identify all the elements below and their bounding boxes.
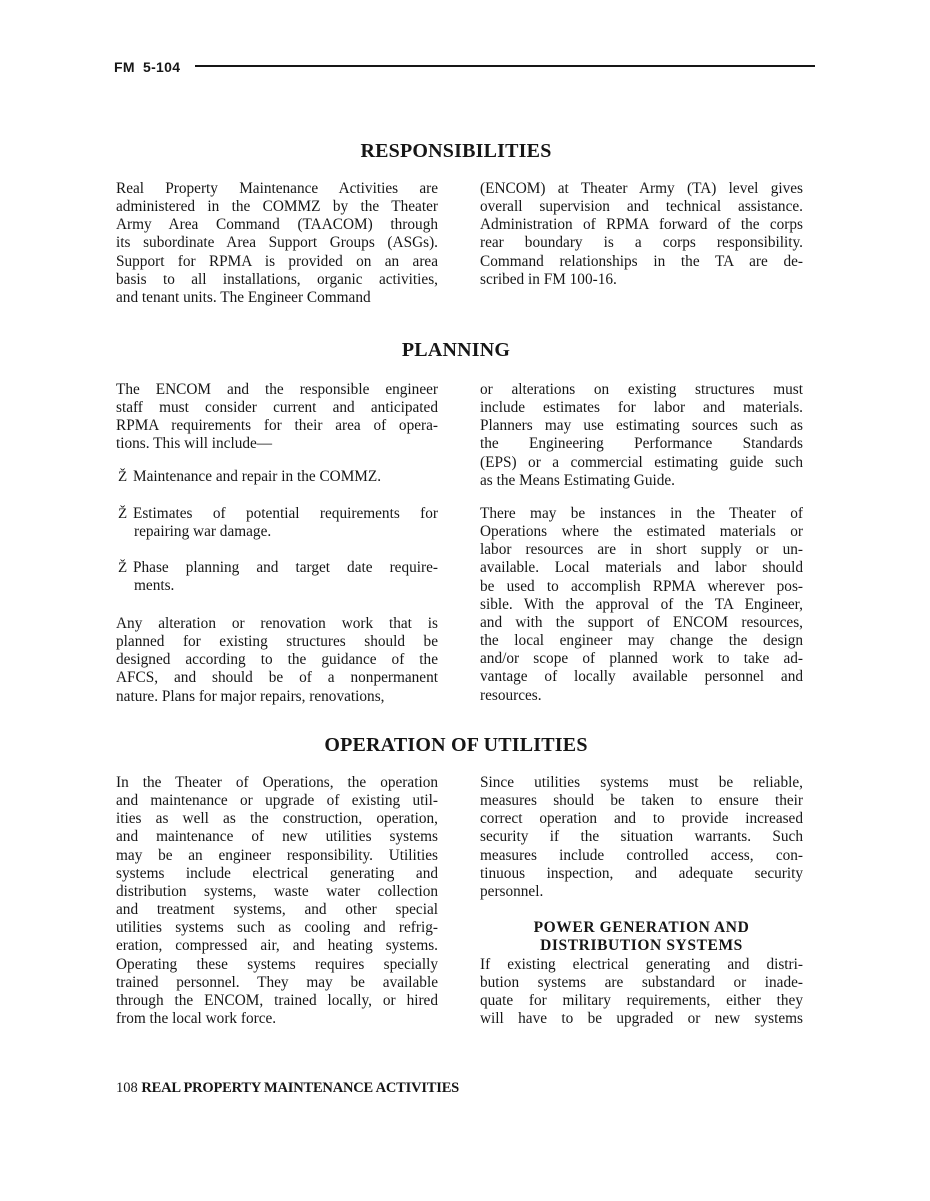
section-heading: RESPONSIBILITIES bbox=[360, 140, 552, 162]
paragraph-line: be used to accomplish RPMA wherever pos- bbox=[480, 577, 803, 595]
paragraph-line: administered in the COMMZ by the Theater bbox=[116, 198, 438, 216]
bullet-text-line: ments. bbox=[134, 577, 175, 595]
paragraph-line: There may be instances in the Theater of bbox=[480, 505, 803, 522]
paragraph-line: or alterations on existing structures must bbox=[480, 381, 803, 398]
page-footer bbox=[116, 1080, 459, 1097]
paragraph-line: rear boundary is a corps responsibility. bbox=[480, 234, 803, 252]
paragraph-line: eration, compressed air, and heating systems. bbox=[116, 937, 438, 955]
paragraph-line: designed according to the guidance of the bbox=[116, 651, 438, 669]
paragraph-line: will have to be upgraded or new systems bbox=[480, 1010, 803, 1028]
paragraph-line: correct operation and to provide increased bbox=[480, 810, 803, 828]
paragraph-line: vantage of locally available personnel and bbox=[480, 668, 803, 686]
paragraph-line: bution systems are substandard or inade- bbox=[480, 974, 803, 992]
paragraph-line: staff must consider current and anticipated bbox=[116, 399, 438, 417]
paragraph-line: and/or scope of planned work to take ad- bbox=[480, 650, 803, 668]
paragraph-line: Operations where the estimated materials or bbox=[480, 523, 803, 541]
paragraph-line: Operating these systems requires specially bbox=[116, 955, 438, 973]
paragraph-line: basis to all installations, organic activities, bbox=[116, 270, 438, 288]
paragraph-line: and maintenance of new utilities systems bbox=[116, 828, 438, 846]
manual-code: FM 5-104 bbox=[114, 59, 181, 75]
paragraph-line: trained personnel. They may be available bbox=[116, 973, 438, 991]
paragraph-line: and treatment systems, and other special bbox=[116, 901, 438, 919]
bullet-text-line: Phase planning and target date require- bbox=[133, 559, 438, 576]
paragraph-line: In the Theater of Operations, the operation bbox=[116, 774, 438, 791]
section-heading: PLANNING bbox=[401, 339, 511, 361]
subsection-heading: DISTRIBUTION SYSTEMS bbox=[540, 937, 743, 955]
bullet-text-line: Maintenance and repair in the COMMZ. bbox=[133, 468, 382, 485]
paragraph-line: tions. This will include— bbox=[116, 435, 273, 453]
paragraph-line: Support for RPMA is provided on an area bbox=[116, 252, 438, 270]
paragraph-line: planned for existing structures should be bbox=[116, 633, 438, 651]
paragraph-line: tinuous inspection, and adequate security bbox=[480, 864, 803, 882]
paragraph-line: resources. bbox=[480, 686, 542, 704]
header-rule bbox=[195, 65, 815, 67]
paragraph-line: the local engineer may change the design bbox=[480, 632, 803, 650]
paragraph-line: RPMA requirements for their area of opera- bbox=[116, 417, 438, 435]
paragraph-line: Planners may use estimating sources such as bbox=[480, 417, 803, 435]
paragraph-line: overall supervision and technical assistance. bbox=[480, 198, 803, 216]
bullet-marker: Ž bbox=[118, 469, 128, 485]
page-number: 108 bbox=[116, 1080, 138, 1096]
paragraph-line: include estimates for labor and materials. bbox=[480, 399, 803, 417]
paragraph-line: personnel. bbox=[480, 882, 544, 900]
paragraph-line: from the local work force. bbox=[116, 1009, 277, 1027]
paragraph-line: quate for military requirements, either they bbox=[480, 992, 803, 1010]
paragraph-line: The ENCOM and the responsible engineer bbox=[116, 381, 438, 398]
paragraph-line: sible. With the approval of the TA Engineer, bbox=[480, 595, 803, 613]
chapter-title: REAL PROPERTY MAINTENANCE ACTIVITIES bbox=[141, 1080, 460, 1096]
paragraph-line: Real Property Maintenance Activities are bbox=[116, 180, 438, 197]
paragraph-line: available. Local materials and labor should bbox=[480, 559, 803, 577]
paragraph-line: labor resources are in short supply or un- bbox=[480, 541, 803, 559]
paragraph-line: measures should be taken to ensure their bbox=[480, 792, 803, 810]
paragraph-line: through the ENCOM, trained locally, or hired bbox=[116, 991, 438, 1009]
paragraph-line: measures include controlled access, con- bbox=[480, 846, 803, 864]
bullet-text-line: repairing war damage. bbox=[134, 523, 272, 541]
paragraph-line: its subordinate Area Support Groups (ASGs). bbox=[116, 234, 438, 252]
paragraph-line: systems include electrical generating and bbox=[116, 864, 438, 882]
paragraph-line: Administration of RPMA forward of the corps bbox=[480, 216, 803, 234]
bullet-text-line: Estimates of potential requirements for bbox=[133, 505, 438, 522]
paragraph-line: (EPS) or a commercial estimating guide such bbox=[480, 453, 803, 471]
paragraph-line: and with the support of ENCOM resources, bbox=[480, 613, 803, 631]
paragraph-line: scribed in FM 100-16. bbox=[480, 270, 617, 288]
paragraph-line: the Engineering Performance Standards bbox=[480, 435, 803, 453]
paragraph-line: and tenant units. The Engineer Command bbox=[116, 288, 371, 306]
paragraph-line: (ENCOM) at Theater Army (TA) level gives bbox=[480, 180, 803, 197]
paragraph-line: utilities systems such as cooling and refrig- bbox=[116, 919, 438, 937]
paragraph-line: nature. Plans for major repairs, renovations, bbox=[116, 687, 385, 705]
bullet-marker: Ž bbox=[118, 506, 128, 522]
paragraph-line: Command relationships in the TA are de- bbox=[480, 252, 803, 270]
paragraph-line: and maintenance or upgrade of existing util- bbox=[116, 792, 438, 810]
paragraph-line: distribution systems, waste water collection bbox=[116, 882, 438, 900]
bullet-marker: Ž bbox=[118, 560, 128, 576]
paragraph-line: Any alteration or renovation work that is bbox=[116, 615, 438, 632]
section-heading: OPERATION OF UTILITIES bbox=[324, 734, 588, 756]
paragraph-line: security if the situation warrants. Such bbox=[480, 828, 803, 846]
paragraph-line: ities as well as the construction, operation, bbox=[116, 810, 438, 828]
paragraph-line: Since utilities systems must be reliable, bbox=[480, 774, 803, 791]
subsection-heading: POWER GENERATION AND bbox=[533, 919, 750, 936]
paragraph-line: Army Area Command (TAACOM) through bbox=[116, 216, 438, 234]
paragraph-line: If existing electrical generating and distri- bbox=[480, 956, 803, 973]
paragraph-line: as the Means Estimating Guide. bbox=[480, 471, 675, 489]
paragraph-line: AFCS, and should be of a nonpermanent bbox=[116, 669, 438, 687]
paragraph-line: may be an engineer responsibility. Utilities bbox=[116, 846, 438, 864]
